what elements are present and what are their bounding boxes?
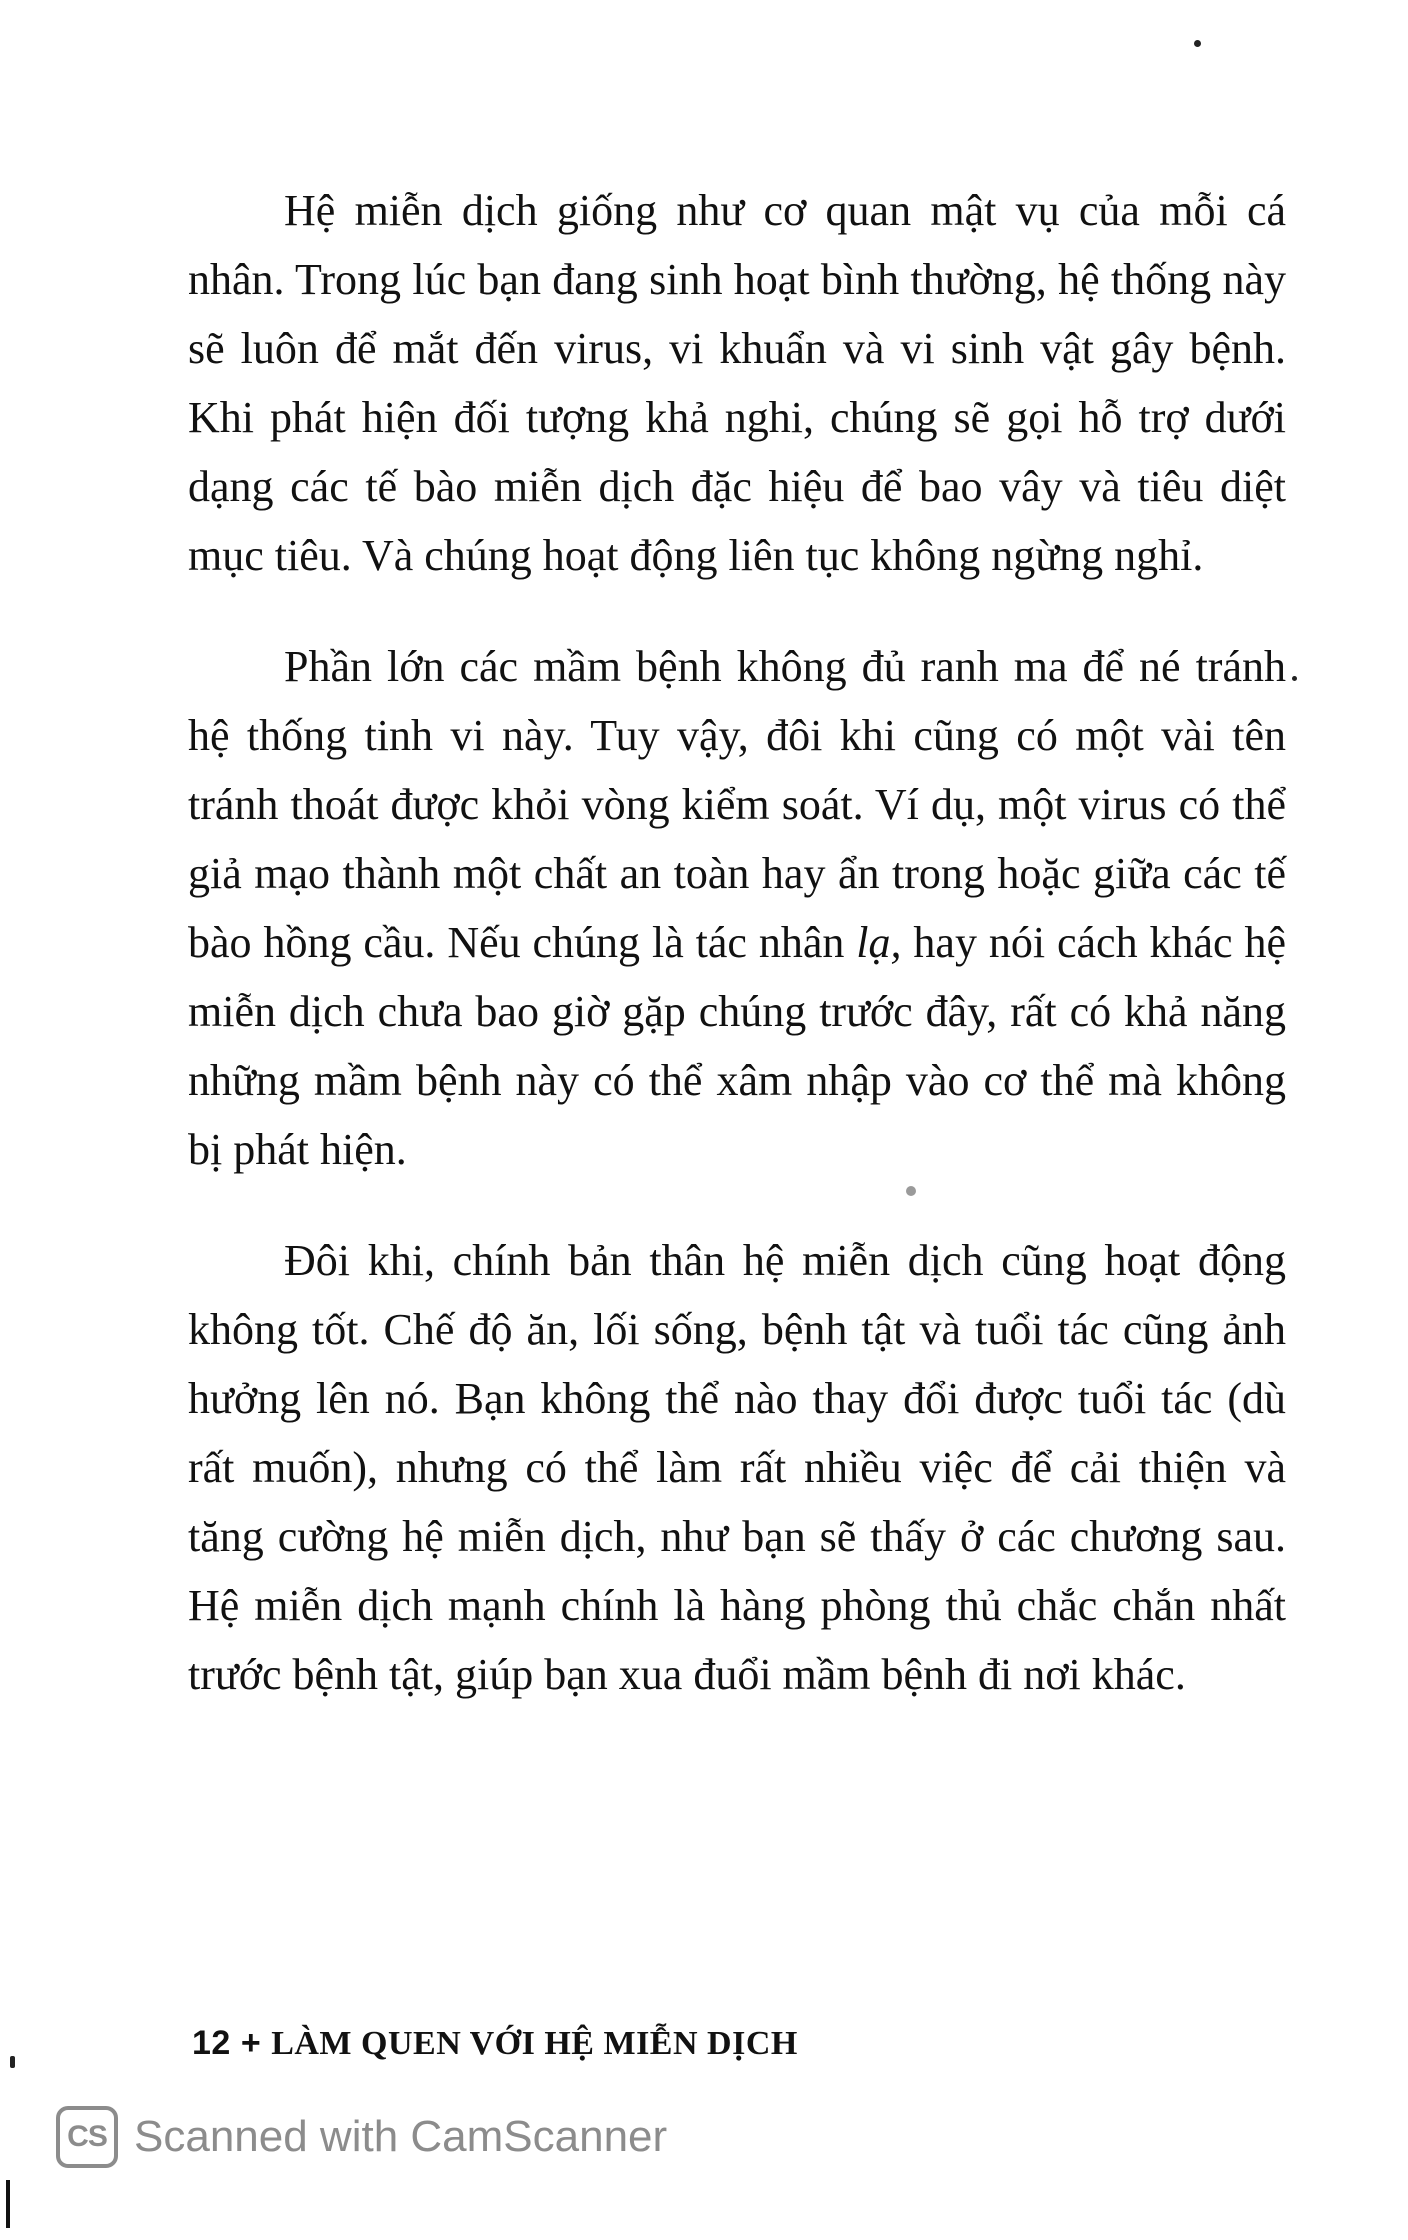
camscanner-logo-icon: CS xyxy=(56,2106,118,2168)
emphasis-word: lạ, xyxy=(856,918,902,967)
paragraph-2-part-1: Phần lớn các mầm bệnh không đủ ranh ma để né tránh hệ thống tinh vi này. Tuy vậy, đôi khi cũng có một vài tên tránh thoát được khỏi vòng kiểm soát. Ví dụ, một virus có thể giả mạo thành một chất an toàn hay ẩn trong hoặc giữa các tế bào hồng cầu. Nếu chúng là tác nhân xyxy=(188,642,1286,967)
scan-speck xyxy=(10,2056,15,2068)
body-text xyxy=(188,176,1286,1709)
page-number: 12 xyxy=(192,2024,231,2062)
chapter-title: LÀM QUEN VỚI HỆ MIỄN DỊCH xyxy=(271,2025,798,2062)
running-footer xyxy=(192,2024,798,2063)
scan-speck xyxy=(1292,676,1297,681)
footer-separator: + xyxy=(240,2024,262,2062)
camscanner-watermark xyxy=(56,2106,667,2168)
paragraph-3: Đôi khi, chính bản thân hệ miễn dịch cũng hoạt động không tốt. Chế độ ăn, lối sống, bệnh tật và tuổi tác cũng ảnh hưởng lên nó. Bạn không thể nào thay đổi được tuổi tác (dù rất muốn), nhưng có thể làm rất nhiều việc để cải thiện và tăng cường hệ miễn dịch, như bạn sẽ thấy ở các chương sau. Hệ miễn dịch mạnh chính là hàng phòng thủ chắc chắn nhất trước bệnh tật, giúp bạn xua đuổi mầm bệnh đi nơi khác. xyxy=(188,1236,1286,1699)
scan-speck xyxy=(1194,40,1201,47)
scan-edge-mark xyxy=(6,2180,10,2228)
paragraph-2 xyxy=(188,632,1286,1184)
watermark-text: Scanned with CamScanner xyxy=(134,2112,668,2161)
paragraph-1: Hệ miễn dịch giống như cơ quan mật vụ của mỗi cá nhân. Trong lúc bạn đang sinh hoạt bình thường, hệ thống này sẽ luôn để mắt đến virus, vi khuẩn và vi sinh vật gây bệnh. Khi phát hiện đối tượng khả nghi, chúng sẽ gọi hỗ trợ dưới dạng các tế bào miễn dịch đặc hiệu để bao vây và tiêu diệt mục tiêu. Và chúng hoạt động liên tục không ngừng nghỉ. xyxy=(188,186,1286,580)
paragraph-2-part-2: hay nói cách khác hệ miễn dịch chưa bao giờ gặp chúng trước đây, rất có khả năng những mầm bệnh này có thể xâm nhập vào cơ thể mà không bị phát hiện. xyxy=(188,918,1286,1174)
